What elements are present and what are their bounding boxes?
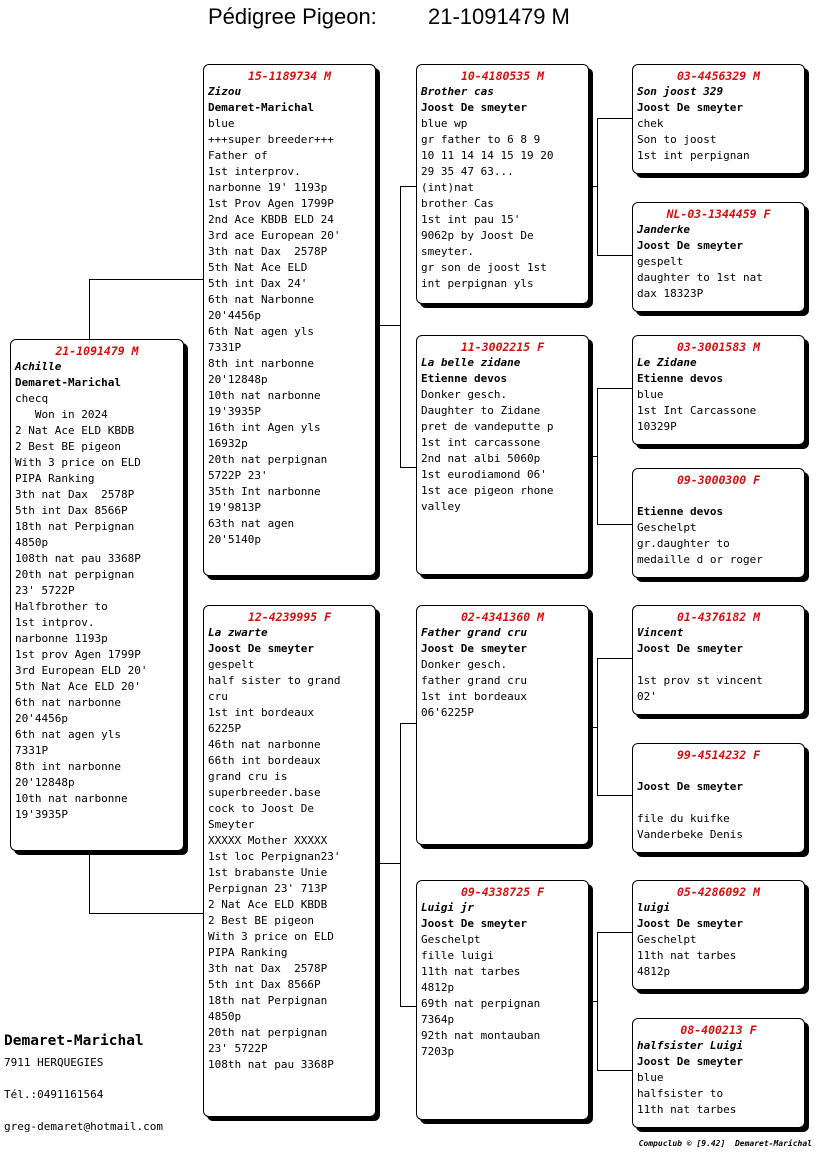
pigeon-note-line: halfsister to <box>637 1087 724 1100</box>
pigeon-note-line: 6th nat narbonne <box>15 696 121 709</box>
pigeon-note-line: 108th nat pau 3368P <box>15 552 141 565</box>
pigeon-card-sire-sire[interactable] <box>416 64 589 304</box>
pigeon-note-line: 92th nat montauban <box>421 1029 541 1042</box>
pigeon-note-line: 1st brabanste Unie <box>208 866 328 879</box>
pigeon-note-line: Daughter to Zidane <box>421 404 541 417</box>
pigeon-name: Achille <box>15 360 62 373</box>
pigeon-name: luigi <box>637 901 671 914</box>
pigeon-note-line: 1st Int Carcassone <box>637 404 757 417</box>
pigeon-name: Zizou <box>208 85 242 98</box>
pigeon-note-line: 1st int pau 15' <box>421 213 521 226</box>
pigeon-note-line: file du kuifke <box>637 812 730 825</box>
pigeon-note-line: 8th int narbonne <box>208 357 314 370</box>
pigeon-note-line: Donker gesch. <box>421 388 508 401</box>
pigeon-owner: Joost De smeyter <box>637 642 743 655</box>
connector-line <box>89 279 204 280</box>
pigeon-note-line: 20'5140p <box>208 533 261 546</box>
pigeon-note-line: 1st prov Agen 1799P <box>15 648 141 661</box>
breeder-phone: Tél.:0491161564 <box>4 1088 104 1101</box>
pigeon-note-line: father grand cru <box>421 674 527 687</box>
connector-line <box>597 255 633 256</box>
pigeon-note-line: (int)nat <box>421 181 474 194</box>
pigeon-card-dam-sire-sire[interactable] <box>632 605 805 715</box>
connector-line <box>400 467 417 468</box>
pigeon-name <box>637 763 800 779</box>
connector-line <box>89 279 90 340</box>
pigeon-note-line: 46th nat narbonne <box>208 738 321 751</box>
connector-line <box>400 186 417 187</box>
connector-line <box>597 524 633 525</box>
pigeon-note-line: 4812p <box>421 981 455 994</box>
pigeon-note-line: daughter to 1st nat <box>637 271 763 284</box>
pigeon-owner: Joost De smeyter <box>637 780 743 793</box>
pigeon-name: La belle zidane <box>421 356 521 369</box>
pigeon-owner: Etienne devos <box>637 505 724 518</box>
pigeon-note-line: 3th nat Dax 2578P <box>208 245 328 258</box>
pigeon-note-line: blue <box>208 117 235 130</box>
pigeon-note-line: gr.daughter to <box>637 537 730 550</box>
pigeon-note-line: 8th int narbonne <box>15 760 121 773</box>
pigeon-card-dam-sire-dam[interactable] <box>632 743 805 853</box>
pigeon-note-line: 6th nat agen yls <box>15 728 121 741</box>
pigeon-note-line: Perpignan 23' 713P <box>208 882 328 895</box>
pigeon-note-line: gr father to 6 8 9 <box>421 133 541 146</box>
pigeon-note-line: narbonne 1193p <box>15 632 108 645</box>
pigeon-note-line: dax 18323P <box>637 287 704 300</box>
ring-number: 12-4239995 F <box>247 610 332 624</box>
pigeon-owner: Demaret-Marichal <box>208 101 314 114</box>
pigeon-note-line: XXXXX Mother XXXXX <box>208 834 328 847</box>
pigeon-note-line: 5th int Dax 8566P <box>15 504 128 517</box>
pigeon-note-line: 1st Prov Agen 1799P <box>208 197 334 210</box>
pigeon-name: Son joost 329 <box>637 85 724 98</box>
pigeon-note-line: 18th nat Perpignan <box>15 520 135 533</box>
ring-number: 09-3000300 F <box>676 473 761 487</box>
pigeon-note-line: blue <box>637 1071 664 1084</box>
pigeon-name: Vincent <box>637 626 684 639</box>
pigeon-note-line: 4850p <box>15 536 49 549</box>
pigeon-note-line: Halfbrother to <box>15 600 108 613</box>
pigeon-note-line: Geschelpt <box>637 521 697 534</box>
connector-line <box>597 1070 633 1071</box>
pigeon-note-line: 06'6225P <box>421 706 474 719</box>
pigeon-note-line: 2nd Ace KBDB ELD 24 <box>208 213 334 226</box>
pigeon-note-line: 1st int bordeaux <box>421 690 527 703</box>
pigeon-note-line: 6th Nat agen yls <box>208 325 314 338</box>
connector-line <box>400 723 401 1007</box>
pigeon-note-line: 20th nat perpignan <box>15 568 135 581</box>
pigeon-card-dam-dam-dam[interactable] <box>632 1018 805 1128</box>
pigeon-note-line: gespelt <box>208 658 255 671</box>
pigeon-name: La zwarte <box>208 626 268 639</box>
pigeon-owner: Joost De smeyter <box>421 642 527 655</box>
pigeon-note-line: 3th nat Dax 2578P <box>15 488 135 501</box>
pigeon-note-line: 7364p <box>421 1013 455 1026</box>
connector-line <box>89 913 204 914</box>
pigeon-card-dam-dam-sire[interactable] <box>632 880 805 990</box>
pigeon-note-line <box>637 657 800 673</box>
pigeon-note-line: Won in 2024 <box>15 408 108 421</box>
pigeon-note-line: 35th Int narbonne <box>208 485 321 498</box>
pigeon-card-dam-dam[interactable] <box>416 880 589 1120</box>
pigeon-note-line: 10329P <box>637 420 677 433</box>
pigeon-note-line: 5th Nat Ace ELD <box>208 261 308 274</box>
pigeon-owner: Joost De smeyter <box>637 917 743 930</box>
ring-number: 05-4286092 M <box>676 885 761 899</box>
pigeon-note-line: half sister to grand <box>208 674 341 687</box>
pigeon-note-line: Geschelpt <box>421 933 481 946</box>
ring-number: NL-03-1344459 F <box>666 207 771 221</box>
breeder-email[interactable]: greg-demaret@hotmail.com <box>4 1120 163 1133</box>
pigeon-note-line: valley <box>421 500 461 513</box>
pigeon-note-line: Father of <box>208 149 268 162</box>
pigeon-note-line: 3rd ace European 20' <box>208 229 341 242</box>
pigeon-card-sire-sire-dam[interactable] <box>632 202 805 312</box>
connector-line <box>400 1006 417 1007</box>
pigeon-note-line: Donker gesch. <box>421 658 508 671</box>
pigeon-note-line: Geschelpt <box>637 933 697 946</box>
pigeon-owner: Etienne devos <box>637 372 724 385</box>
pigeon-note-line: superbreeder.base <box>208 786 321 799</box>
pigeon-note-line: checq <box>15 392 49 405</box>
pigeon-note-line: 10th nat narbonne <box>15 792 128 805</box>
pigeon-note-line: 1st loc Perpignan23' <box>208 850 341 863</box>
pigeon-note-line: blue <box>637 388 664 401</box>
pigeon-note-line: 3rd European ELD 20' <box>15 664 148 677</box>
pigeon-note-line: 19'3935P <box>15 808 68 821</box>
pigeon-note-line: cru <box>208 690 228 703</box>
pigeon-note-line: chek <box>637 117 664 130</box>
pigeon-note-line: +++super breeder+++ <box>208 133 334 146</box>
pigeon-note-line: PIPA Ranking <box>15 472 95 485</box>
pigeon-note-line: 5th int Dax 8566P <box>208 978 321 991</box>
pigeon-note-line: 11th nat tarbes <box>637 949 737 962</box>
pigeon-note-line: 66th int bordeaux <box>208 754 321 767</box>
pigeon-note-line: 1st intprov. <box>15 616 95 629</box>
pigeon-note-line: 02' <box>637 690 657 703</box>
ring-number: 11-3002215 F <box>460 340 545 354</box>
pigeon-note-line: 1st int carcassone <box>421 436 541 449</box>
ring-number: 15-1189734 M <box>247 69 332 83</box>
pigeon-note-line: With 3 price on ELD <box>208 930 334 943</box>
pigeon-note-line: 1st prov st vincent <box>637 674 763 687</box>
pigeon-note-line: Smeyter <box>208 818 255 831</box>
pigeon-note-line: 3th nat Dax 2578P <box>208 962 328 975</box>
ring-number: 01-4376182 M <box>676 610 761 624</box>
pigeon-owner: Joost De smeyter <box>637 239 743 252</box>
pigeon-note-line: 108th nat pau 3368P <box>208 1058 334 1071</box>
pigeon-note-line: 4812p <box>637 965 671 978</box>
pigeon-note-line: int perpignan yls <box>421 277 534 290</box>
pigeon-note-line: 23' 5722P <box>208 1042 268 1055</box>
pigeon-note-line: 9062p by Joost De <box>421 229 534 242</box>
pigeon-note-line: cock to Joost De <box>208 802 314 815</box>
connector-line <box>597 388 633 389</box>
pigeon-note-line: 19'3935P <box>208 405 261 418</box>
ring-number: 08-400213 F <box>680 1023 757 1037</box>
connector-line <box>375 325 401 326</box>
pigeon-note-line: 7203p <box>421 1045 455 1058</box>
pigeon-owner: Joost De smeyter <box>208 642 314 655</box>
pigeon-note-line: 1st ace pigeon rhone <box>421 484 554 497</box>
pigeon-card-dam[interactable] <box>203 605 376 1117</box>
ring-number: 10-4180535 M <box>460 69 545 83</box>
breeder-address: 7911 HERQUEGIES <box>4 1056 104 1069</box>
pigeon-note-line: pret de vandeputte p <box>421 420 554 433</box>
pigeon-name: Luigi jr <box>421 901 474 914</box>
pigeon-note-line: 5th int Dax 24' <box>208 277 308 290</box>
connector-line <box>597 932 598 1071</box>
pigeon-note-line: 20'4456p <box>208 309 261 322</box>
pigeon-owner: Joost De smeyter <box>421 101 527 114</box>
ring-number: 02-4341360 M <box>460 610 545 624</box>
pigeon-note-line: With 3 price on ELD <box>15 456 141 469</box>
pigeon-note-line: blue wp <box>421 117 468 130</box>
pigeon-note-line: 5722P 23' <box>208 469 268 482</box>
pigeon-note-line: 69th nat perpignan <box>421 997 541 1010</box>
pigeon-note-line: Vanderbeke Denis <box>637 828 743 841</box>
pigeon-note-line: 2 Nat Ace ELD KBDB <box>208 898 328 911</box>
pigeon-note-line: gespelt <box>637 255 684 268</box>
pigeon-note-line: 7331P <box>15 744 49 757</box>
pigeon-note-line: medaille d or roger <box>637 553 763 566</box>
breeder-info <box>4 1033 163 1151</box>
pigeon-name: Janderke <box>637 223 690 236</box>
pigeon-note-line: 19'9813P <box>208 501 261 514</box>
pigeon-note-line: 2nd nat albi 5060p <box>421 452 541 465</box>
pigeon-card-sire-dam-sire[interactable] <box>632 335 805 445</box>
pigeon-note-line: 29 35 47 63... <box>421 165 514 178</box>
pigeon-note-line: 18th nat Perpignan <box>208 994 328 1007</box>
pigeon-note-line <box>637 795 800 811</box>
pigeon-name <box>637 488 800 504</box>
connector-line <box>400 723 417 724</box>
pigeon-note-line: 6225P <box>208 722 242 735</box>
pigeon-note-line: 1st eurodiamond 06' <box>421 468 547 481</box>
ring-number: 03-4456329 M <box>676 69 761 83</box>
pigeon-note-line: Son to joost <box>637 133 717 146</box>
pigeon-owner: Demaret-Marichal <box>15 376 121 389</box>
pigeon-note-line: 63th nat agen <box>208 517 295 530</box>
pigeon-note-line: 1st interprov. <box>208 165 301 178</box>
pigeon-owner: Joost De smeyter <box>421 917 527 930</box>
pigeon-name: halfsister Luigi <box>637 1039 743 1052</box>
connector-line <box>597 932 633 933</box>
pigeon-note-line: 2 Nat Ace ELD KBDB <box>15 424 135 437</box>
ring-number: 99-4514232 F <box>676 748 761 762</box>
software-footer: Compuclub © [9.42] Demaret-Marichal <box>638 1139 812 1148</box>
connector-line <box>375 863 401 864</box>
pigeon-card-sire[interactable] <box>203 64 376 576</box>
pigeon-note-line: 23' 5722P <box>15 584 75 597</box>
pigeon-note-line: 20'12848p <box>15 776 75 789</box>
pigeon-name: Father grand cru <box>421 626 527 639</box>
connector-line <box>597 658 633 659</box>
ring-number: 09-4338725 F <box>460 885 545 899</box>
pigeon-note-line: grand cru is <box>208 770 288 783</box>
ring-number: 03-3001583 M <box>676 340 761 354</box>
pigeon-note-line: 7331P <box>208 341 242 354</box>
pedigree-title <box>0 4 816 34</box>
pigeon-card-sire-sire-sire[interactable] <box>632 64 805 174</box>
pigeon-note-line: 10 11 14 14 15 19 20 <box>421 149 554 162</box>
connector-line <box>89 852 90 914</box>
connector-line <box>597 118 633 119</box>
ring-number: 21-1091479 M <box>55 344 139 358</box>
pigeon-owner: Joost De smeyter <box>637 1055 743 1068</box>
pigeon-note-line: 5th Nat Ace ELD 20' <box>15 680 141 693</box>
title-ring-number: 21-1091479 M <box>428 4 570 29</box>
connector-line <box>597 388 598 525</box>
pigeon-card-dam-sire[interactable] <box>416 605 589 845</box>
connector-line <box>597 118 598 256</box>
pigeon-note-line: 20'4456p <box>15 712 68 725</box>
connector-line <box>597 795 633 796</box>
pigeon-note-line: 4850p <box>208 1010 242 1023</box>
pigeon-note-line: fille luigi <box>421 949 494 962</box>
pigeon-owner: Joost De smeyter <box>637 101 743 114</box>
pigeon-note-line: 16th int Agen yls <box>208 421 321 434</box>
pigeon-note-line: 11th nat tarbes <box>421 965 521 978</box>
pigeon-note-line: 20th nat perpignan <box>208 453 328 466</box>
pigeon-note-line: 2 Best BE pigeon <box>208 914 314 927</box>
connector-line <box>400 186 401 468</box>
pigeon-note-line: 6th nat Narbonne <box>208 293 314 306</box>
pigeon-note-line: 11th nat tarbes <box>637 1103 737 1116</box>
breeder-name: Demaret-Marichal <box>4 1033 144 1049</box>
pigeon-note-line: 1st int bordeaux <box>208 706 314 719</box>
pigeon-note-line: 10th nat narbonne <box>208 389 321 402</box>
pigeon-card-sire-dam[interactable] <box>416 335 589 575</box>
pigeon-note-line: narbonne 19' 1193p <box>208 181 328 194</box>
pigeon-note-line: gr son de joost 1st <box>421 261 547 274</box>
pigeon-note-line: PIPA Ranking <box>208 946 288 959</box>
pigeon-note-line: smeyter. <box>421 245 474 258</box>
title-label: Pédigree Pigeon: <box>208 4 377 29</box>
pigeon-card-subject[interactable] <box>10 339 184 851</box>
pigeon-card-sire-dam-dam[interactable] <box>632 468 805 578</box>
pigeon-owner: Etienne devos <box>421 372 508 385</box>
pigeon-note-line: 2 Best BE pigeon <box>15 440 121 453</box>
pigeon-name: Le Zidane <box>637 356 697 369</box>
pigeon-note-line: 16932p <box>208 437 248 450</box>
connector-line <box>597 658 598 796</box>
pigeon-note-line: brother Cas <box>421 197 494 210</box>
pigeon-name: Brother cas <box>421 85 494 98</box>
pigeon-note-line: 20th nat perpignan <box>208 1026 328 1039</box>
pigeon-note-line: 20'12848p <box>208 373 268 386</box>
pigeon-note-line: 1st int perpignan <box>637 149 750 162</box>
